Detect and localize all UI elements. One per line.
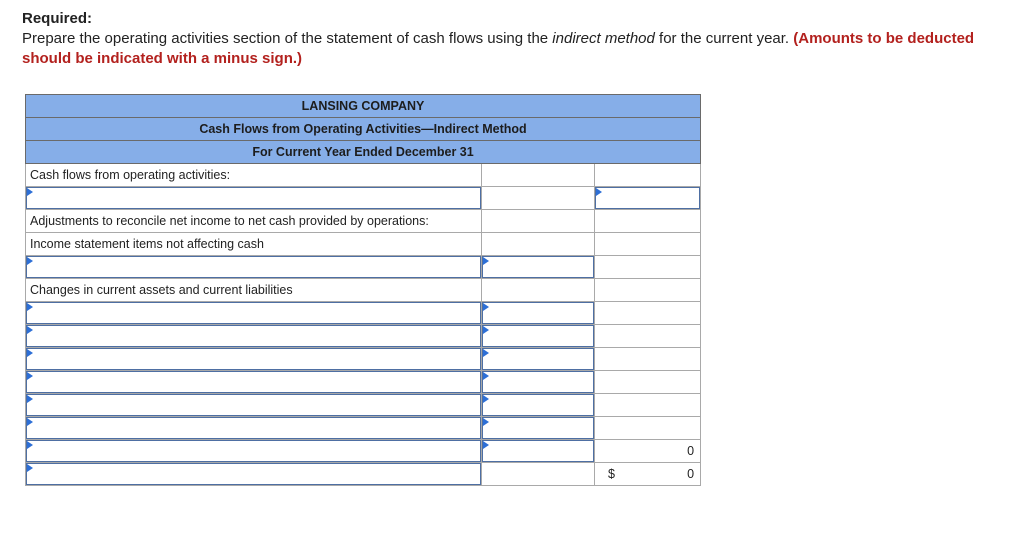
instructions-text-before: Prepare the operating activities section of the statement of cash flows using the <box>22 30 553 47</box>
dropdown-arrow-icon <box>483 395 489 403</box>
empty-cell <box>482 210 595 233</box>
instructions-text-italic: indirect method <box>552 30 655 47</box>
change-item-amount-input[interactable] <box>482 394 595 417</box>
instructions-text <box>22 29 1012 69</box>
change-item-row <box>26 302 701 325</box>
dropdown-arrow-icon <box>483 441 489 449</box>
change-item-row <box>26 417 701 440</box>
company-name: LANSING COMPANY <box>26 95 701 118</box>
net-cash-total-value: 0 <box>687 467 695 481</box>
change-item-row <box>26 394 701 417</box>
total-label-input[interactable] <box>26 463 482 486</box>
empty-cell <box>595 302 701 325</box>
minus-sign-note: (Amounts to be deducted should be indicated with a minus sign.) <box>22 30 975 67</box>
dropdown-arrow-icon <box>483 418 489 426</box>
dropdown-arrow-icon <box>483 349 489 357</box>
dropdown-arrow-icon <box>27 257 33 265</box>
dropdown-arrow-icon <box>27 326 33 334</box>
operating-activities-row <box>26 164 701 187</box>
change-item-row <box>26 348 701 371</box>
dropdown-arrow-icon <box>27 464 33 472</box>
header-company-row <box>26 95 701 118</box>
statement-period: For Current Year Ended December 31 <box>26 141 701 164</box>
empty-cell <box>595 394 701 417</box>
change-item-amount-input[interactable] <box>482 348 595 371</box>
empty-cell <box>595 371 701 394</box>
change-item-label-input[interactable] <box>26 325 482 348</box>
net-income-label-input[interactable] <box>26 187 482 210</box>
dropdown-arrow-icon <box>483 372 489 380</box>
net-income-row <box>26 187 701 210</box>
header-title-row <box>26 118 701 141</box>
empty-cell <box>595 233 701 256</box>
change-item-label-input[interactable] <box>26 394 482 417</box>
dropdown-arrow-icon <box>27 418 33 426</box>
total-row <box>26 463 701 486</box>
change-item-row <box>26 440 701 463</box>
empty-cell <box>482 233 595 256</box>
dropdown-arrow-icon <box>27 395 33 403</box>
change-item-label-input[interactable] <box>26 440 482 463</box>
instructions-text-after: for the current year. <box>654 30 794 47</box>
change-item-amount-input[interactable] <box>482 325 595 348</box>
statement-title: Cash Flows from Operating Activities—Indirect Method <box>26 118 701 141</box>
change-item-amount-input[interactable] <box>482 302 595 325</box>
instructions <box>22 9 1012 69</box>
change-item-amount-input[interactable] <box>482 417 595 440</box>
income-items-row <box>26 233 701 256</box>
empty-cell <box>595 348 701 371</box>
change-item-label-input[interactable] <box>26 417 482 440</box>
empty-cell <box>595 256 701 279</box>
adjustments-row <box>26 210 701 233</box>
empty-cell <box>482 164 595 187</box>
noncash-item-label-input[interactable] <box>26 256 482 279</box>
empty-cell <box>595 164 701 187</box>
dropdown-arrow-icon <box>27 441 33 449</box>
empty-cell <box>595 325 701 348</box>
change-item-amount-input[interactable] <box>482 371 595 394</box>
income-items-label: Income statement items not affecting cash <box>26 233 482 256</box>
change-item-label-input[interactable] <box>26 302 482 325</box>
currency-symbol: $ <box>608 467 615 481</box>
cash-flow-worksheet <box>25 94 701 486</box>
noncash-item-amount-input[interactable] <box>482 256 595 279</box>
dropdown-arrow-icon <box>483 303 489 311</box>
empty-cell <box>595 417 701 440</box>
change-item-label-input[interactable] <box>26 371 482 394</box>
adjustments-subtotal: 0 <box>595 440 701 463</box>
change-item-label-input[interactable] <box>26 348 482 371</box>
change-item-amount-input[interactable] <box>482 440 595 463</box>
change-item-row <box>26 325 701 348</box>
empty-cell <box>482 187 595 210</box>
empty-cell <box>595 279 701 302</box>
header-period-row <box>26 141 701 164</box>
empty-cell <box>595 210 701 233</box>
empty-cell <box>482 463 595 486</box>
dropdown-arrow-icon <box>596 188 602 196</box>
dropdown-arrow-icon <box>483 326 489 334</box>
dropdown-arrow-icon <box>483 257 489 265</box>
change-item-row <box>26 371 701 394</box>
required-heading: Required: <box>22 10 93 27</box>
operating-activities-label: Cash flows from operating activities: <box>26 164 482 187</box>
net-income-amount-input[interactable] <box>595 187 701 210</box>
dropdown-arrow-icon <box>27 188 33 196</box>
changes-row <box>26 279 701 302</box>
changes-label: Changes in current assets and current liabilities <box>26 279 482 302</box>
empty-cell <box>482 279 595 302</box>
adjustments-label: Adjustments to reconcile net income to net cash provided by operations: <box>26 210 482 233</box>
dropdown-arrow-icon <box>27 372 33 380</box>
noncash-item-row <box>26 256 701 279</box>
dropdown-arrow-icon <box>27 303 33 311</box>
net-cash-total <box>595 463 701 486</box>
dropdown-arrow-icon <box>27 349 33 357</box>
